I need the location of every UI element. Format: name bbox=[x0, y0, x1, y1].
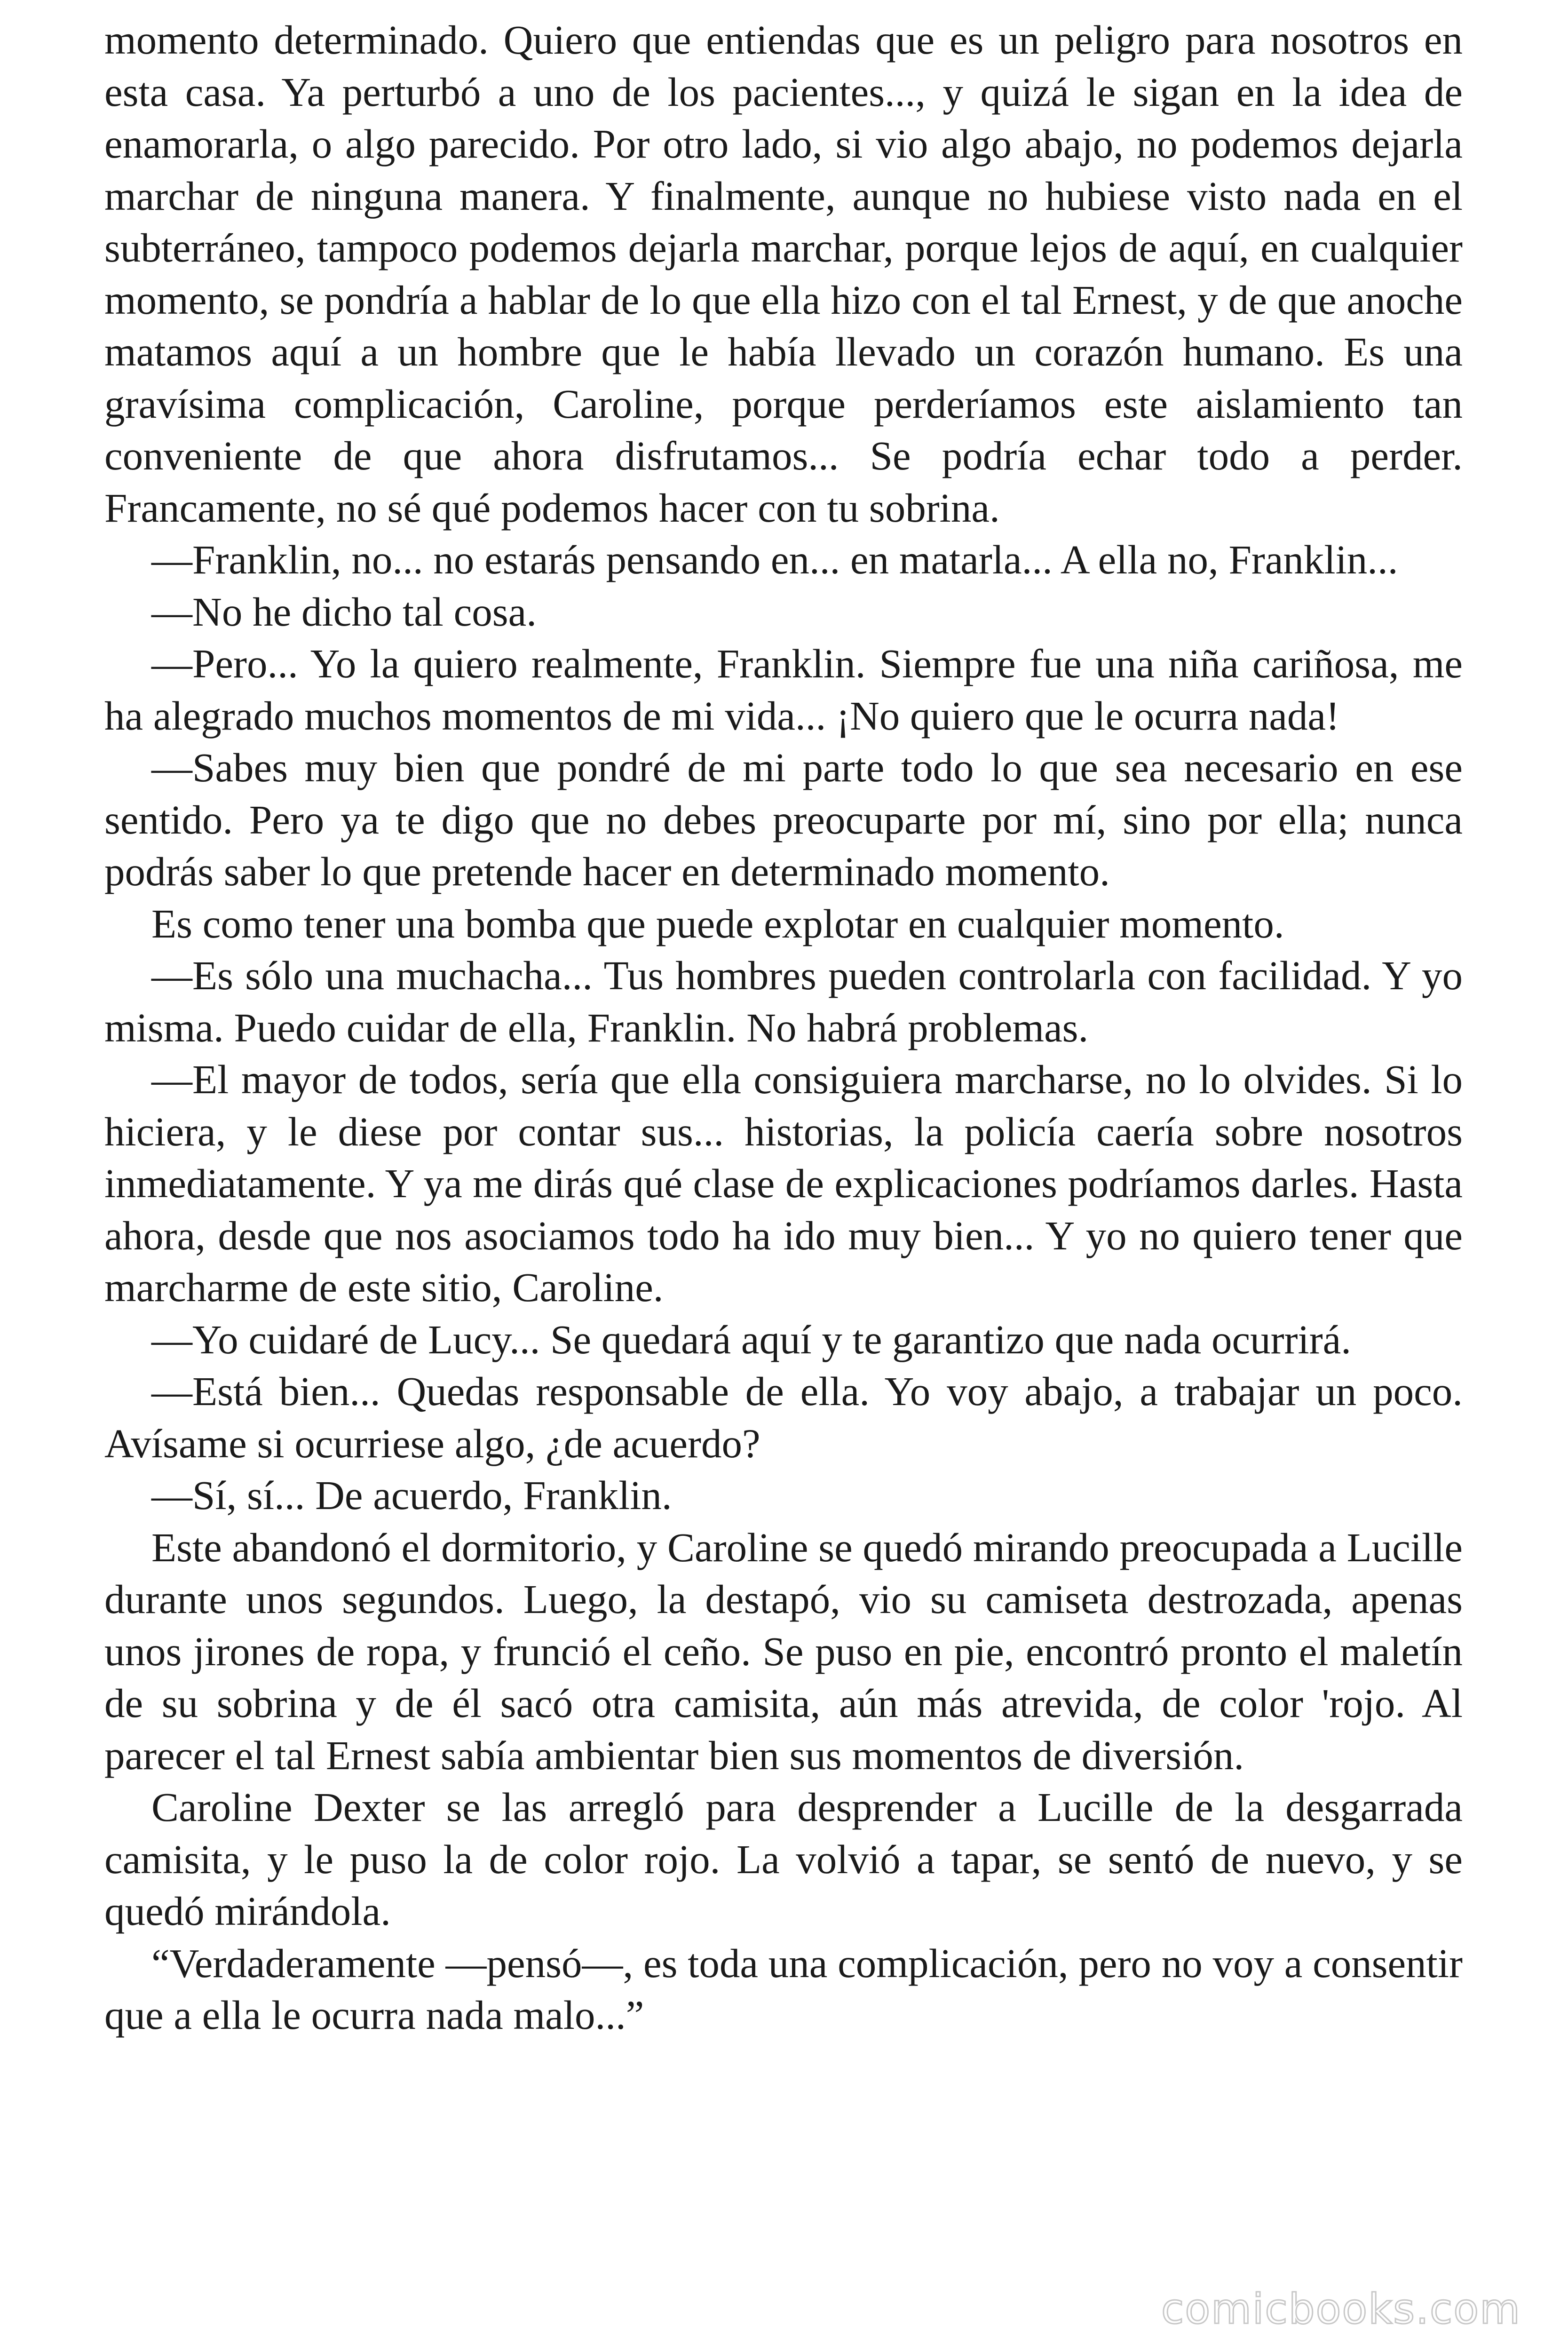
paragraph: —Franklin, no... no estarás pensando en... en matarla... A ella no, Franklin... bbox=[151, 537, 1398, 582]
paragraph: “Verdaderamente —pensó—, es toda una complicación, pero no voy a consentir que a ella le ocurra nada malo...” bbox=[104, 1940, 1463, 2038]
paragraph: —Es sólo una muchacha... Tus hombres pueden controlarla con facilidad. Y yo misma. Puedo cuidar de ella, Franklin. No habrá problemas. bbox=[104, 953, 1463, 1050]
page-body bbox=[104, 14, 1463, 2042]
paragraph: —Yo cuidaré de Lucy... Se quedará aquí y te garantizo que nada ocurrirá. bbox=[151, 1316, 1352, 1362]
paragraph: —Sí, sí... De acuerdo, Franklin. bbox=[151, 1472, 672, 1518]
paragraph: —Sabes muy bien que pondré de mi parte todo lo que sea necesario en ese sentido. Pero ya te digo que no debes preocuparte por mí, sino por ella; nunca podrás saber lo que pretende hacer en determinado momento. bbox=[104, 745, 1463, 894]
paragraph: Caroline Dexter se las arregló para desprender a Lucille de la desgarrada camisita, y le puso la de color rojo. La volvió a tapar, se sentó de nuevo, y se quedó mirándola. bbox=[104, 1784, 1463, 1934]
paragraph: —Está bien... Quedas responsable de ella. Yo voy abajo, a trabajar un poco. Avísame si ocurriese algo, ¿de acuerdo? bbox=[104, 1368, 1463, 1466]
paragraph: —El mayor de todos, sería que ella consiguiera marcharse, no lo olvides. Si lo hiciera, y le diese por contar sus... historias, la policía caería sobre nosotros inmediatamente. Y ya me dirás qué clase de explicaciones podríamos darles. Hasta ahora, desde que nos asociamos todo ha ido muy bien... Y yo no quiero tener que marcharme de este sitio, Caroline. bbox=[104, 1057, 1463, 1310]
paragraph: Este abandonó el dormitorio, y Caroline se quedó mirando preocupada a Lucille durante unos segundos. Luego, la destapó, vio su camiseta destrozada, apenas unos jirones de ropa, y frunció el ceño. Se puso en pie, encontró pronto el maletín de su sobrina y de él sacó otra camisita, aún más atrevida, de color 'rojo. Al parecer el tal Ernest sabía ambientar bien sus momentos de diversión. bbox=[104, 1524, 1463, 1778]
watermark: comicbooks.com bbox=[1161, 2285, 1521, 2333]
paragraph: Es como tener una bomba que puede explotar en cualquier momento. bbox=[151, 900, 1284, 946]
paragraph: —No he dicho tal cosa. bbox=[151, 588, 537, 635]
paragraph: momento determinado. Quiero que entiendas que es un peligro para nosotros en esta casa. Ya perturbó a uno de los pacientes..., y quizá le sigan en la idea de enamorarla, o algo parecido. Por otro lado, si vio algo abajo, no podemos dejarla marchar de ninguna manera. Y finalmente, aunque no hubiese visto nada en el subterráneo, tampoco podemos dejarla marchar, porque lejos de aquí, en cualquier momento, se pondría a hablar de lo que ella hizo con el tal Ernest, y de que anoche matamos aquí a un hombre que le había llevado un corazón humano. Es una gravísima complicación, Caroline, porque perderíamos este aislamiento tan conveniente de que ahora disfrutamos... Se podría echar todo a perder. Francamente, no sé qué podemos hacer con tu sobrina. bbox=[104, 17, 1463, 531]
paragraph: —Pero... Yo la quiero realmente, Franklin. Siempre fue una niña cariñosa, me ha alegrado muchos momentos de mi vida... ¡No quiero que le ocurra nada! bbox=[104, 641, 1463, 739]
